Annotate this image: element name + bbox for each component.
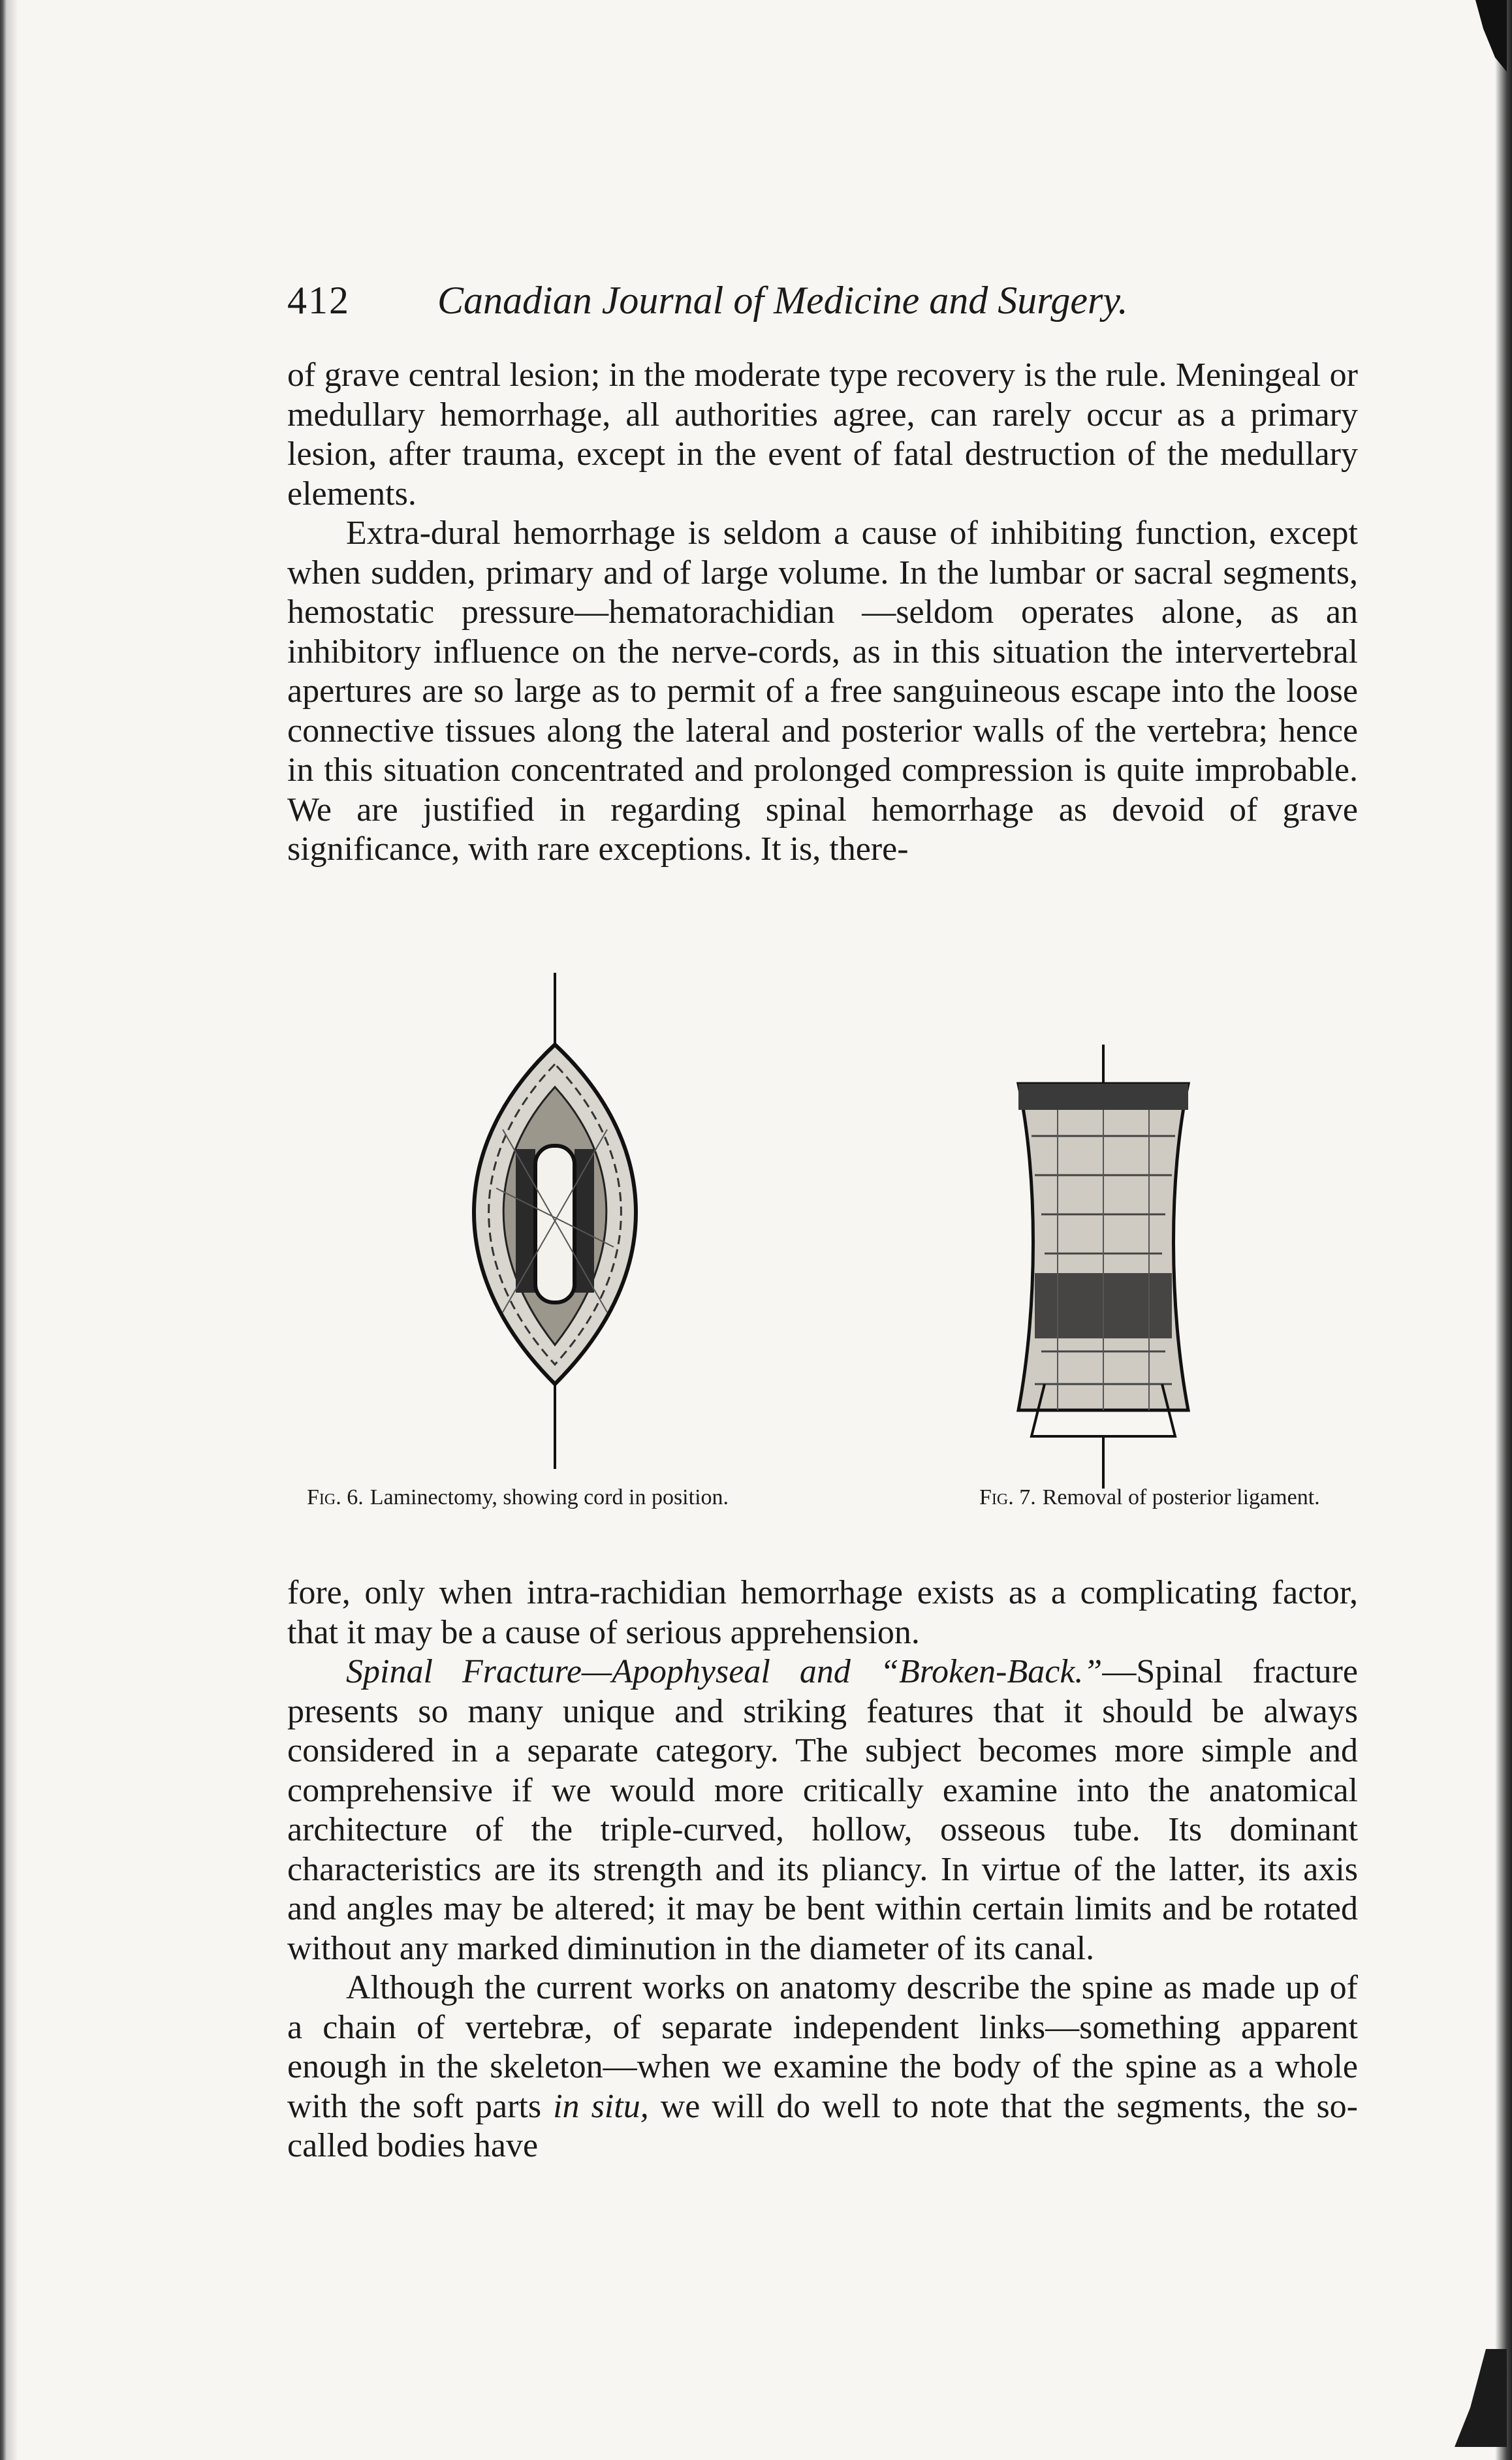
figure-7-label: Fig. 7. xyxy=(979,1485,1036,1509)
page-edge-right xyxy=(1495,0,1512,2460)
paragraph xyxy=(287,1968,1358,2166)
figure-6-laminectomy-illustration xyxy=(418,973,692,1469)
paragraph: fore, only when intra-rachidian hemorrhage exists as a complicating factor, that it may be a cause of serious apprehension. xyxy=(287,1574,1358,1651)
page-number: 412 xyxy=(287,279,350,322)
section-heading: Spinal Fracture—Apophyseal and “Broken-Back.” xyxy=(346,1653,1103,1690)
figure-6-caption-text: Laminectomy, showing cord in position. xyxy=(370,1485,729,1509)
paragraph-text: Although the current works on anatomy describe the spine as made up of a chain of vertebræ, of separate independent links—something apparent enough in the skeleton—when we examine the body of the spine as a whole with the soft parts xyxy=(287,1969,1358,2125)
figure-6-caption xyxy=(307,1485,803,1510)
scan-corner-mark-top xyxy=(1468,0,1507,72)
bottom-text-block xyxy=(287,1573,1358,2166)
paragraph-text: —Spinal fracture presents so many unique and striking features that it should be always considered in a separate category. The subject becomes more simple and comprehensive if we would more critically examine into the anatomical architecture of the triple-curved, hollow, osseous tube. Its dominant characteristics are its strength and its pliancy. In virtue of the latter, its axis and angles may be altered; it may be bent within certain limits and be rotated without any marked diminution in the diameter of its canal. xyxy=(287,1653,1358,1967)
scan-corner-mark-bottom xyxy=(1455,2349,1507,2447)
page-header xyxy=(287,274,1358,326)
italic-phrase: in situ, xyxy=(553,2087,649,2125)
figure-7-caption xyxy=(979,1485,1397,1510)
running-title: Canadian Journal of Medicine and Surgery. xyxy=(437,279,1128,322)
paragraph: Extra-dural hemorrhage is seldom a cause of inhibiting function, except when sudden, primary and of large volume. In the lumbar or sacral segments, hemostatic pressure—hematorachidian —seldom operates alone, as an inhibitory influence on the nerve-cords, as in this situation the intervertebral apertures are so large as to permit of a free sanguineous escape into the loose connective tissues along the lateral and posterior walls of the vertebra; hence in this situation concentrated and prolonged compression is quite improbable. We are justified in regarding spinal hemorrhage as devoid of grave significance, with rare exceptions. It is, there- xyxy=(287,514,1358,868)
figure-7-posterior-ligament-illustration xyxy=(1005,1045,1201,1489)
paragraph: of grave central lesion; in the moderate type recovery is the rule. Meningeal or medullary hemorrhage, all authorities agree, can rarely occur as a primary lesion, after trauma, except in the event of fatal destruction of the medullary elements. xyxy=(287,356,1358,512)
figure-6-label: Fig. 6. xyxy=(307,1485,364,1509)
paragraph-text: we will do well to note that the segments, the so-called bodies have xyxy=(287,2087,1358,2164)
paragraph xyxy=(287,1652,1358,1968)
figure-7-caption-text: Removal of posterior ligament. xyxy=(1042,1485,1320,1509)
page-edge-left xyxy=(0,0,18,2460)
top-text-block xyxy=(287,356,1358,870)
